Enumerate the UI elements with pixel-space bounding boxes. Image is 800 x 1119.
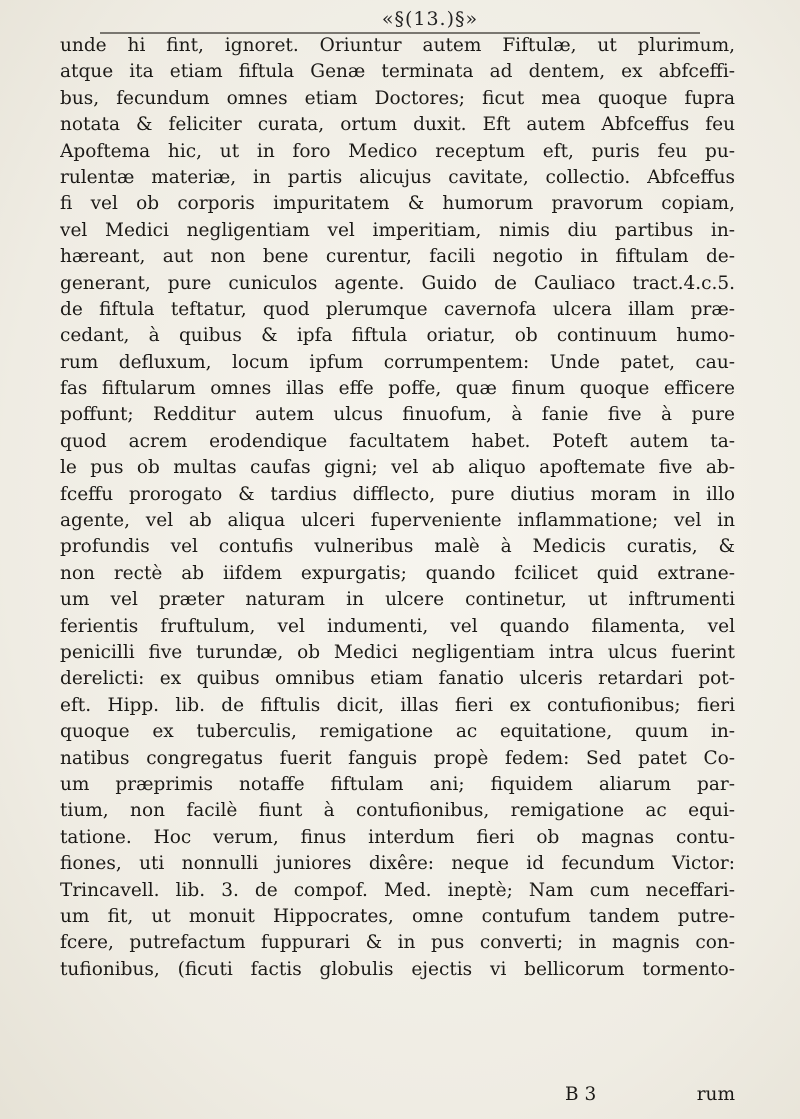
catchword: rum bbox=[696, 1084, 735, 1105]
text-line: fiones, uti nonnulli juniores dixêre: neque id fecundum Victor: bbox=[60, 853, 735, 875]
text-line: rulentæ materiæ, in partis alicujus cavitate, collectio. Abfceffus bbox=[60, 166, 735, 188]
page-footer bbox=[60, 1084, 735, 1110]
text-line: cedant, à quibus & ipfa fiftula oriatur, ob continuum humo- bbox=[60, 325, 735, 347]
text-line: le pus ob multas caufas gigni; vel ab aliquo apoftemate five ab- bbox=[60, 457, 735, 479]
text-line: rum defluxum, locum ipfum corrumpentem: Unde patet, cau- bbox=[60, 351, 735, 373]
text-line: unde hi fint, ignoret. Oriuntur autem Fiftulæ, ut plurimum, bbox=[60, 35, 735, 56]
text-line: um vel præter naturam in ulcere continetur, ut inftrumenti bbox=[60, 589, 735, 611]
text-line: de fiftula teftatur, quod plerumque cavernofa ulcera illam præ- bbox=[60, 298, 735, 320]
text-line: generant, pure cuniculos agente. Guido de Cauliaco tract.4.c.5. bbox=[60, 272, 735, 294]
text-line: vel Medici negligentiam vel imperitiam, nimis diu partibus in- bbox=[60, 219, 735, 241]
text-line: atque ita etiam fiftula Genæ terminata ad dentem, ex abfceffi- bbox=[60, 61, 735, 83]
text-line: agente, vel ab aliqua ulceri fuperveniente inflammatione; vel in bbox=[60, 510, 735, 532]
text-line: Trincavell. lib. 3. de compof. Med. ineptè; Nam cum neceffari- bbox=[60, 879, 735, 901]
text-line: natibus congregatus fuerit fanguis propè fedem: Sed patet Co- bbox=[60, 747, 735, 769]
text-line: fas fiftularum omnes illas effe poffe, quæ finum quoque efficere bbox=[60, 378, 735, 400]
text-line: hæreant, aut non bene curentur, facili negotio in fiftulam de- bbox=[60, 246, 735, 268]
text-line: penicilli five turundæ, ob Medici negligentiam intra ulcus fuerint bbox=[60, 641, 735, 663]
text-line: eft. Hipp. lib. de fiftulis dicit, illas fieri ex contufionibus; fieri bbox=[60, 694, 735, 716]
text-line: fceffu prorogato & tardius difflecto, pure diutius moram in illo bbox=[60, 483, 735, 505]
text-line: Apoftema hic, ut in foro Medico receptum eft, puris feu pu- bbox=[60, 140, 735, 162]
text-line: quod acrem erodendique facultatem habet. Poteft autem ta- bbox=[60, 430, 735, 452]
text-line: ferientis fruftulum, vel indumenti, vel quando filamenta, vel bbox=[60, 615, 735, 637]
page-header bbox=[0, 6, 800, 32]
text-line: quoque ex tuberculis, remigatione ac equitatione, quum in- bbox=[60, 721, 735, 743]
body-text bbox=[60, 33, 735, 983]
text-line: tufionibus, (ficuti factis globulis ejectis vi bellicorum tormento- bbox=[60, 958, 735, 980]
signature-mark: B 3 bbox=[565, 1084, 597, 1105]
text-line: fi vel ob corporis impuritatem & humorum pravorum copiam, bbox=[60, 193, 735, 215]
text-line: tatione. Hoc verum, finus interdum fieri ob magnas contu- bbox=[60, 826, 735, 848]
text-line: derelicti: ex quibus omnibus etiam fanatio ulceris retardari pot- bbox=[60, 668, 735, 690]
text-line: um præprimis notaffe fiftulam ani; fiquidem aliarum par- bbox=[60, 773, 735, 795]
text-line: non rectè ab iifdem expurgatis; quando fcilicet quid extrane- bbox=[60, 562, 735, 584]
text-line: notata & feliciter curata, ortum duxit. Eft autem Abfceffus feu bbox=[60, 114, 735, 136]
text-line: tium, non facilè fiunt à contufionibus, remigatione ac equi- bbox=[60, 800, 735, 822]
text-line: um fit, ut monuit Hippocrates, omne contufum tandem putre- bbox=[60, 905, 735, 927]
page-number: «§(13.)§» bbox=[381, 8, 479, 30]
text-line: fcere, putrefactum fuppurari & in pus converti; in magnis con- bbox=[60, 932, 735, 954]
text-line: poffunt; Redditur autem ulcus finuofum, à fanie five à pure bbox=[60, 404, 735, 426]
text-line: bus, fecundum omnes etiam Doctores; ficut mea quoque fupra bbox=[60, 87, 735, 109]
text-line: profundis vel contufis vulneribus malè à Medicis curatis, & bbox=[60, 536, 735, 558]
